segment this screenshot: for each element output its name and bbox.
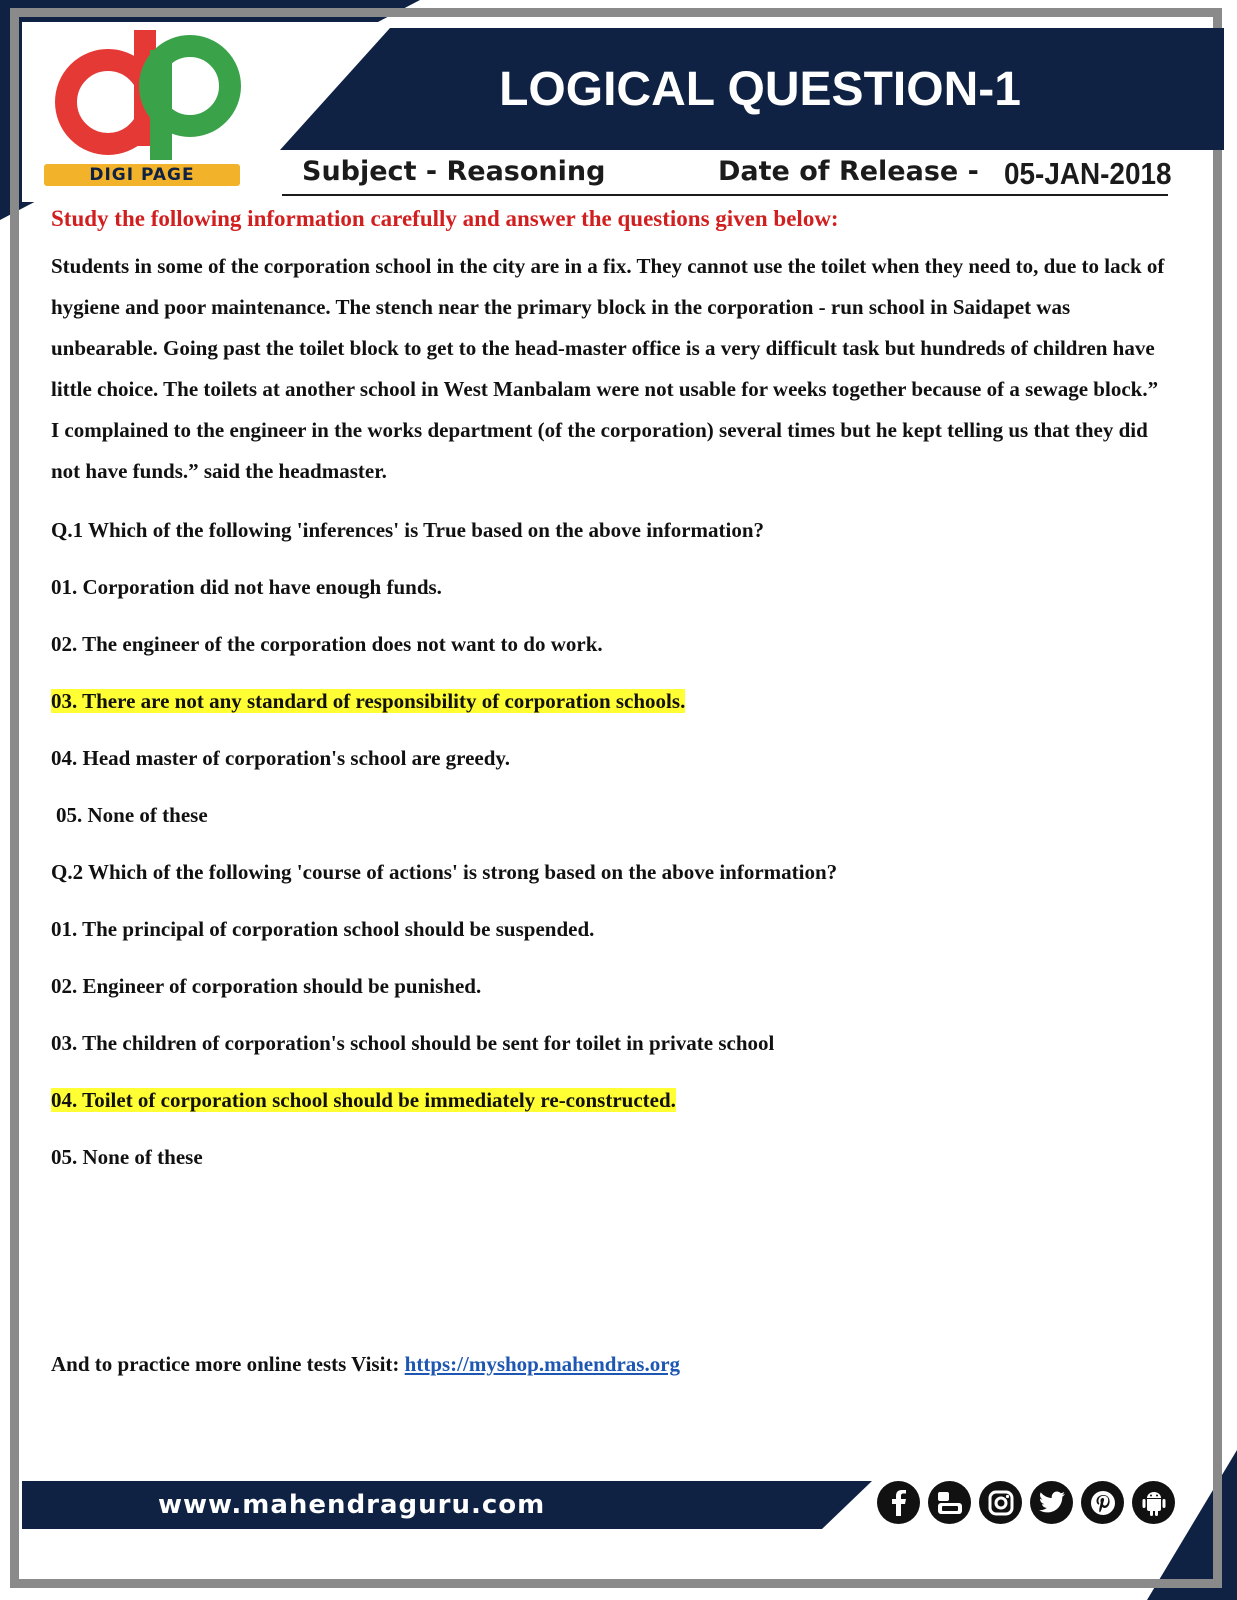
logo-badge: DIGI PAGE	[44, 164, 240, 186]
answer-highlight: 03. There are not any standard of responsibility of corporation schools.	[51, 689, 686, 713]
visit-text: And to practice more online tests Visit:	[51, 1352, 400, 1376]
option-text: 02. Engineer of corporation should be punished.	[51, 974, 482, 998]
question-text: Q.1 Which of the following 'inferences' is True based on the above information?	[51, 518, 765, 542]
option	[51, 1129, 1166, 1186]
option-answer	[51, 1072, 1166, 1129]
option-text: 05. None of these	[51, 1145, 203, 1169]
header-divider	[282, 194, 1168, 196]
option	[51, 901, 1166, 958]
option-text: 05. None of these	[56, 803, 208, 827]
question-1	[51, 502, 1166, 559]
visit-line	[51, 1352, 680, 1377]
shop-link[interactable]: https://myshop.mahendras.org	[404, 1352, 681, 1376]
footer-url[interactable]: www.mahendraguru.com	[158, 1490, 546, 1520]
page-title: LOGICAL QUESTION-1	[499, 62, 1021, 116]
option-text: 01. Corporation did not have enough funds.	[51, 575, 442, 599]
social-icons	[877, 1481, 1175, 1524]
option-text: 04. Head master of corporation's school are greedy.	[51, 746, 511, 770]
option	[51, 1015, 1166, 1072]
option-text: 01. The principal of corporation school should be suspended.	[51, 917, 595, 941]
youtube-icon[interactable]	[928, 1481, 971, 1524]
passage: Students in some of the corporation school in the city are in a fix. They cannot use the toilet when they need to, due to lack of hygiene and poor maintenance. The stench near the primary block in the corporation - run school in Saidapet was unbearable. Going past the toilet block to get to the head-master office is a very difficult task but hundreds of children have little choice. The toilets at another school in West Manbalam were not usable for weeks together because of a sewage block.” I complained to the engineer in the works department (of the corporation) several times but he kept telling us that they did not have funds.” said the headmaster.	[51, 254, 1165, 483]
question-text: Q.2 Which of the following 'course of actions' is strong based on the above information?	[51, 860, 838, 884]
facebook-icon[interactable]	[877, 1481, 920, 1524]
option	[51, 787, 1166, 844]
release-date: 05-JAN-2018	[1004, 156, 1172, 191]
option	[51, 616, 1166, 673]
subject-label: Subject - Reasoning	[302, 156, 606, 187]
twitter-icon[interactable]	[1030, 1481, 1073, 1524]
digi-page-logo	[40, 30, 250, 160]
instagram-icon[interactable]	[979, 1481, 1022, 1524]
android-icon[interactable]	[1132, 1481, 1175, 1524]
instruction: Study the following information carefully and answer the questions given below:	[51, 206, 839, 231]
option-text: 03. The children of corporation's school should be sent for toilet in private school	[51, 1031, 775, 1055]
answer-highlight: 04. Toilet of corporation school should be immediately re-constructed.	[51, 1088, 676, 1112]
option	[51, 559, 1166, 616]
option	[51, 730, 1166, 787]
content	[51, 206, 1166, 1186]
option-text: 02. The engineer of the corporation does not want to do work.	[51, 632, 603, 656]
question-2	[51, 844, 1166, 901]
option	[51, 958, 1166, 1015]
pinterest-icon[interactable]	[1081, 1481, 1124, 1524]
option-answer	[51, 673, 1166, 730]
release-label: Date of Release -	[718, 156, 979, 187]
